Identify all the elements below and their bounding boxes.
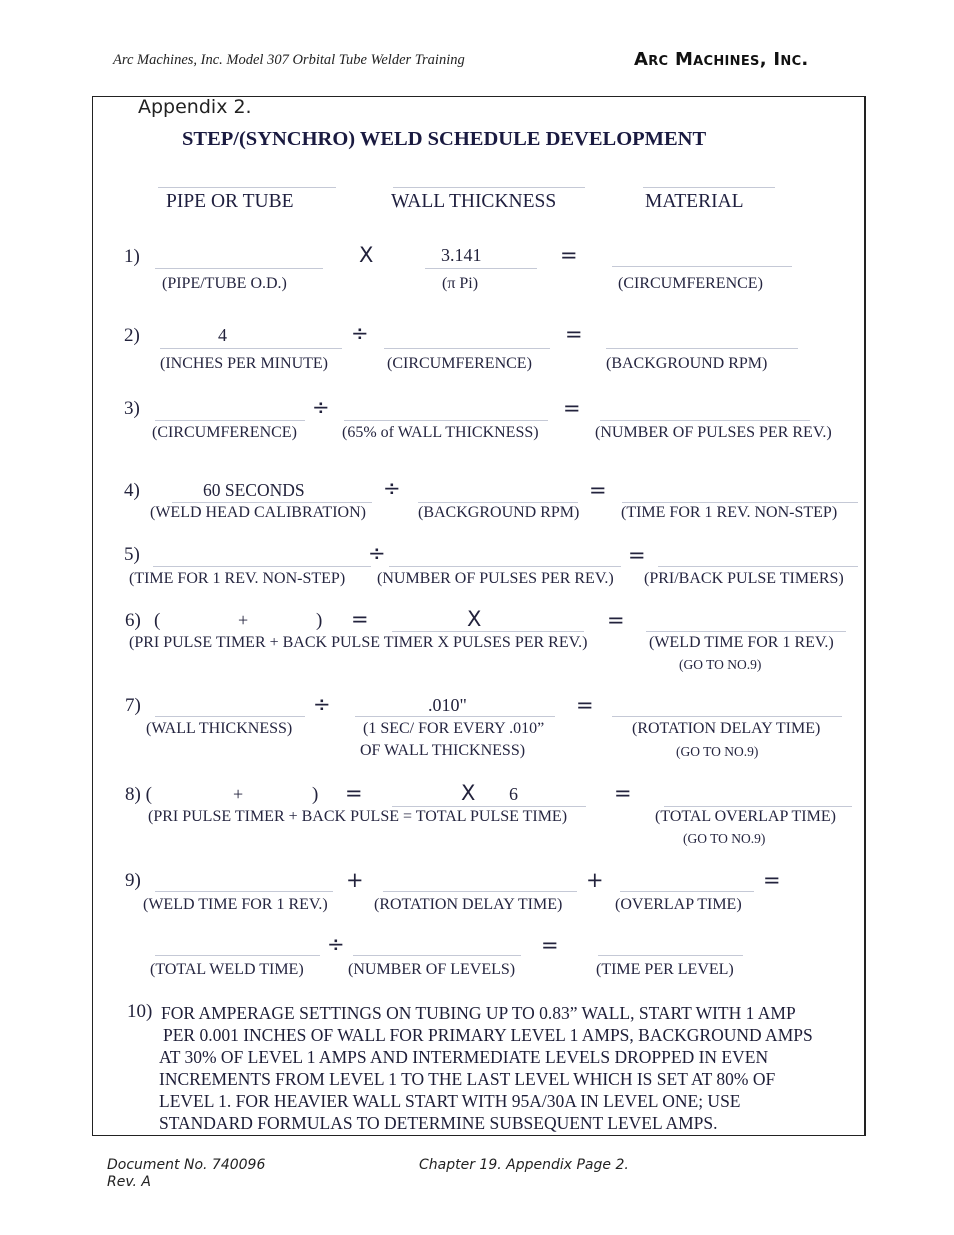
multiply-sign: X [359,243,374,267]
header-doc-title: Arc Machines, Inc. Model 307 Orbital Tube Welder Training [113,52,465,68]
label-rotation-delay-time: (ROTATION DELAY TIME) [632,720,821,737]
label-go-to-9: (GO TO NO.9) [683,831,766,846]
inches-per-minute-value: 4 [218,325,227,345]
step-number: 4) [124,480,140,501]
multiply-sign: X [461,781,476,805]
step-number: 1) [124,246,140,267]
divide-sign: ÷ [368,541,386,565]
plus-sign: + [346,868,364,892]
column-pipe-or-tube: PIPE OR TUBE [166,191,294,212]
company-logo-text: Arc Machines, Inc. [634,49,809,70]
divide-sign: ÷ [383,476,401,500]
label-background-rpm: (BACKGROUND RPM) [418,504,580,521]
equals-sign: = [607,608,625,632]
label-one-sec-per-010: (1 SEC/ FOR EVERY .010” [363,720,545,737]
column-material: MATERIAL [645,191,744,212]
step-number: 7) [125,695,141,716]
column-wall-thickness: WALL THICKNESS [391,191,557,212]
label-pulse-formula: (PRI PULSE TIMER + BACK PULSE TIMER X PULSES PER REV.) [129,634,588,651]
label-pulses-per-rev: (NUMBER OF PULSES PER REV.) [377,570,614,587]
label-pri-back-pulse-timers: (PRI/BACK PULSE TIMERS) [644,570,844,587]
equals-sign: = [541,933,559,957]
label-rotation-delay-time: (ROTATION DELAY TIME) [374,896,563,913]
label-total-weld-time: (TOTAL WELD TIME) [150,961,304,978]
close-paren: ) [316,610,323,631]
footer-chapter: Chapter 19. Appendix Page 2. [419,1157,629,1173]
label-circumference: (CIRCUMFERENCE) [387,355,532,372]
footer-document-number: Document No. 740096 [107,1157,266,1173]
step-number: 9) [125,870,141,891]
label-pipe-tube-od: (PIPE/TUBE O.D.) [162,275,287,292]
label-weld-head-calibration: (WELD HEAD CALIBRATION) [150,504,366,521]
label-time-one-rev-non-step: (TIME FOR 1 REV. NON-STEP) [621,504,838,521]
plus-sign: + [586,868,604,892]
step-number: 6) [125,610,141,631]
equals-sign: = [614,781,632,805]
pi-value: 3.141 [441,245,482,265]
close-paren: ) [312,784,319,805]
label-number-of-levels: (NUMBER OF LEVELS) [348,961,516,978]
plus-sign: + [238,610,249,630]
label-go-to-9: (GO TO NO.9) [676,744,759,759]
instruction-line: PER 0.001 INCHES OF WALL FOR PRIMARY LEVEL 1 AMPS, BACKGROUND AMPS [163,1025,813,1045]
equals-sign: = [560,243,578,267]
multiply-sign: X [467,607,482,631]
label-time-per-level: (TIME PER LEVEL) [596,961,734,978]
equals-sign: = [589,478,607,502]
step-number: 10) [127,1001,153,1022]
equals-sign: = [563,396,581,420]
instruction-line: INCREMENTS FROM LEVEL 1 TO THE LAST LEVEL WHICH IS SET AT 80% OF [159,1069,776,1089]
equals-sign: = [763,868,781,892]
label-overlap-time: (OVERLAP TIME) [615,896,742,913]
footer-revision: Rev. A [107,1174,151,1190]
divide-sign: ÷ [327,932,345,956]
label-time-one-rev-non-step: (TIME FOR 1 REV. NON-STEP) [129,570,346,587]
equals-sign: = [628,543,646,567]
label-weld-time-one-rev: (WELD TIME FOR 1 REV.) [143,896,328,913]
instruction-line: STANDARD FORMULAS TO DETERMINE SUBSEQUENT LEVEL AMPS. [159,1113,718,1133]
step-number: 3) [124,398,140,419]
label-pi: (π Pi) [442,275,479,292]
instruction-line: FOR AMPERAGE SETTINGS ON TUBING UP TO 0.83” WALL, START WITH 1 AMP [161,1003,796,1023]
step-number: 8) ( [125,784,152,805]
instruction-line: LEVEL 1. FOR HEAVIER WALL START WITH 95A/30A IN LEVEL ONE; USE [159,1091,741,1111]
page-title: STEP/(SYNCHRO) WELD SCHEDULE DEVELOPMENT [182,128,707,150]
sixty-seconds-value: 60 SECONDS [203,480,305,500]
label-65-percent-wall: (65% of WALL THICKNESS) [342,424,539,441]
label-total-pulse-time: (PRI PULSE TIMER + BACK PULSE = TOTAL PULSE TIME) [148,808,568,825]
divide-sign: ÷ [313,692,331,716]
equals-sign: = [345,781,363,805]
label-pulses-per-rev: (NUMBER OF PULSES PER REV.) [595,424,832,441]
wall-increment-value: .010" [428,695,467,715]
divide-sign: ÷ [312,395,330,419]
label-of-wall-thickness: OF WALL THICKNESS) [360,742,526,759]
equals-sign: = [351,607,369,631]
equals-sign: = [576,693,594,717]
label-circumference: (CIRCUMFERENCE) [152,424,297,441]
divide-sign: ÷ [351,321,369,345]
label-go-to-9: (GO TO NO.9) [679,657,762,672]
multiplier-value: 6 [509,784,518,804]
step-number: 2) [124,325,140,346]
instruction-line: AT 30% OF LEVEL 1 AMPS AND INTERMEDIATE LEVELS DROPPED IN EVEN [159,1047,769,1067]
plus-sign: + [233,784,244,804]
step-number: 5) [124,544,140,565]
label-circumference: (CIRCUMFERENCE) [618,275,763,292]
equals-sign: = [565,322,583,346]
label-background-rpm: (BACKGROUND RPM) [606,355,768,372]
label-wall-thickness: (WALL THICKNESS) [146,720,293,737]
label-total-overlap-time: (TOTAL OVERLAP TIME) [655,808,836,825]
open-paren: ( [154,610,161,631]
label-inches-per-minute: (INCHES PER MINUTE) [160,355,328,372]
label-weld-time-one-rev: (WELD TIME FOR 1 REV.) [649,634,834,651]
appendix-label: Appendix 2. [138,96,252,118]
